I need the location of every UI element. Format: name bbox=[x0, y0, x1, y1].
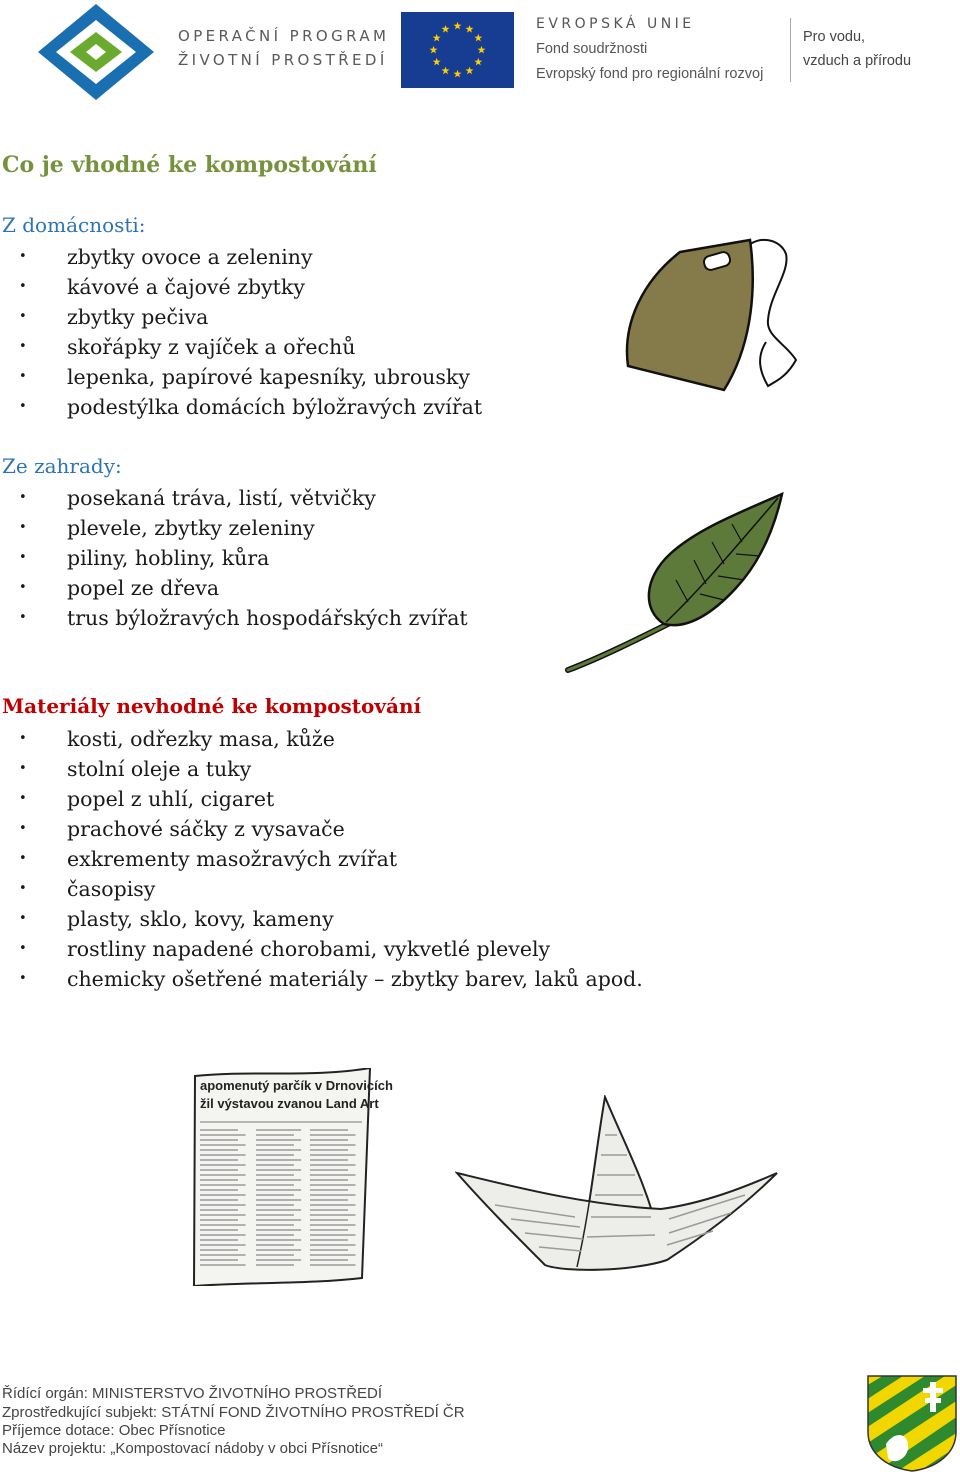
eu-flag-icon bbox=[401, 12, 514, 88]
list-item: • chemicky ošetřené materiály – zbytky barev, laků apod. bbox=[0, 964, 643, 994]
list-item: • lepenka, papírové kapesníky, ubrousky bbox=[0, 362, 482, 392]
list-item: • popel ze dřeva bbox=[0, 573, 468, 603]
header bbox=[0, 0, 960, 100]
household-heading: Z domácnosti: bbox=[2, 213, 146, 237]
eu-fund-line2: Evropský fond pro regionální rozvoj bbox=[536, 66, 764, 82]
eu-star bbox=[442, 25, 450, 33]
program-title-line1: OPERAČNÍ PROGRAM bbox=[178, 27, 390, 45]
footer-intermediary: Zprostředkující subjekt: STÁTNÍ FOND ŽIVOTNÍHO PROSTŘEDÍ ČR bbox=[2, 1404, 465, 1421]
eu-star bbox=[454, 70, 462, 78]
eu-star bbox=[466, 67, 474, 75]
slogan-line1: Pro vodu, bbox=[803, 29, 866, 45]
list-item: • exkrementy masožravých zvířat bbox=[0, 844, 643, 874]
list-item: • trus býložravých hospodářských zvířat bbox=[0, 603, 468, 633]
unsuitable-list bbox=[0, 724, 643, 994]
program-title-line2: ŽIVOTNÍ PROSTŘEDÍ bbox=[178, 51, 388, 69]
eu-star bbox=[430, 46, 438, 54]
list-item: • kosti, odřezky masa, kůže bbox=[0, 724, 643, 754]
op-zp-logo bbox=[38, 4, 162, 100]
list-item: • skořápky z vajíček a ořechů bbox=[0, 332, 482, 362]
header-divider bbox=[790, 18, 791, 82]
list-item: • zbytky ovoce a zeleniny bbox=[0, 242, 482, 272]
household-list bbox=[0, 242, 482, 422]
list-item: • časopisy bbox=[0, 874, 643, 904]
list-item: • zbytky pečiva bbox=[0, 302, 482, 332]
tea-bag-icon bbox=[620, 232, 810, 402]
list-item: • rostliny napadené chorobami, vykvetlé plevely bbox=[0, 934, 643, 964]
list-item: • piliny, hobliny, kůra bbox=[0, 543, 468, 573]
list-item: • plasty, sklo, kovy, kameny bbox=[0, 904, 643, 934]
paper-boat-icon bbox=[455, 1095, 780, 1275]
eu-star bbox=[466, 25, 474, 33]
garden-list bbox=[0, 483, 468, 633]
coat-of-arms-icon bbox=[866, 1374, 958, 1472]
eu-fund-line1: Fond soudržnosti bbox=[536, 41, 648, 57]
eu-star bbox=[433, 58, 441, 66]
list-item: • prachové sáčky z vysavače bbox=[0, 814, 643, 844]
slogan-line2: vzduch a přírodu bbox=[803, 53, 912, 69]
eu-star bbox=[478, 46, 486, 54]
list-item: • plevele, zbytky zeleniny bbox=[0, 513, 468, 543]
list-item: • stolní oleje a tuky bbox=[0, 754, 643, 784]
eu-star bbox=[433, 34, 441, 42]
list-item: • podestýlka domácích býložravých zvířat bbox=[0, 392, 482, 422]
unsuitable-heading: Materiály nevhodné ke kompostování bbox=[2, 694, 422, 718]
eu-star bbox=[454, 22, 462, 30]
list-item: • kávové a čajové zbytky bbox=[0, 272, 482, 302]
eu-title: EVROPSKÁ UNIE bbox=[536, 16, 695, 32]
newspaper-icon bbox=[192, 1068, 393, 1286]
leaf-icon bbox=[560, 490, 790, 680]
garden-heading: Ze zahrady: bbox=[2, 454, 122, 478]
list-item: • posekaná tráva, listí, větvičky bbox=[0, 483, 468, 513]
newspaper-headline-2: žil výstavou zvanou Land Art bbox=[200, 1096, 379, 1111]
footer-managing-authority: Řídící orgán: MINISTERSTVO ŽIVOTNÍHO PROSTŘEDÍ bbox=[2, 1385, 383, 1402]
page-title: Co je vhodné ke kompostování bbox=[2, 152, 377, 178]
newspaper-headline-1: apomenutý parčík v Drnovicích bbox=[200, 1078, 393, 1093]
eu-star bbox=[474, 58, 482, 66]
eu-star bbox=[474, 34, 482, 42]
list-item: • popel z uhlí, cigaret bbox=[0, 784, 643, 814]
footer-recipient: Příjemce dotace: Obec Přísnotice bbox=[2, 1422, 226, 1439]
footer-project-name: Název projektu: „Kompostovací nádoby v obci Přísnotice“ bbox=[2, 1440, 384, 1457]
eu-star bbox=[442, 67, 450, 75]
